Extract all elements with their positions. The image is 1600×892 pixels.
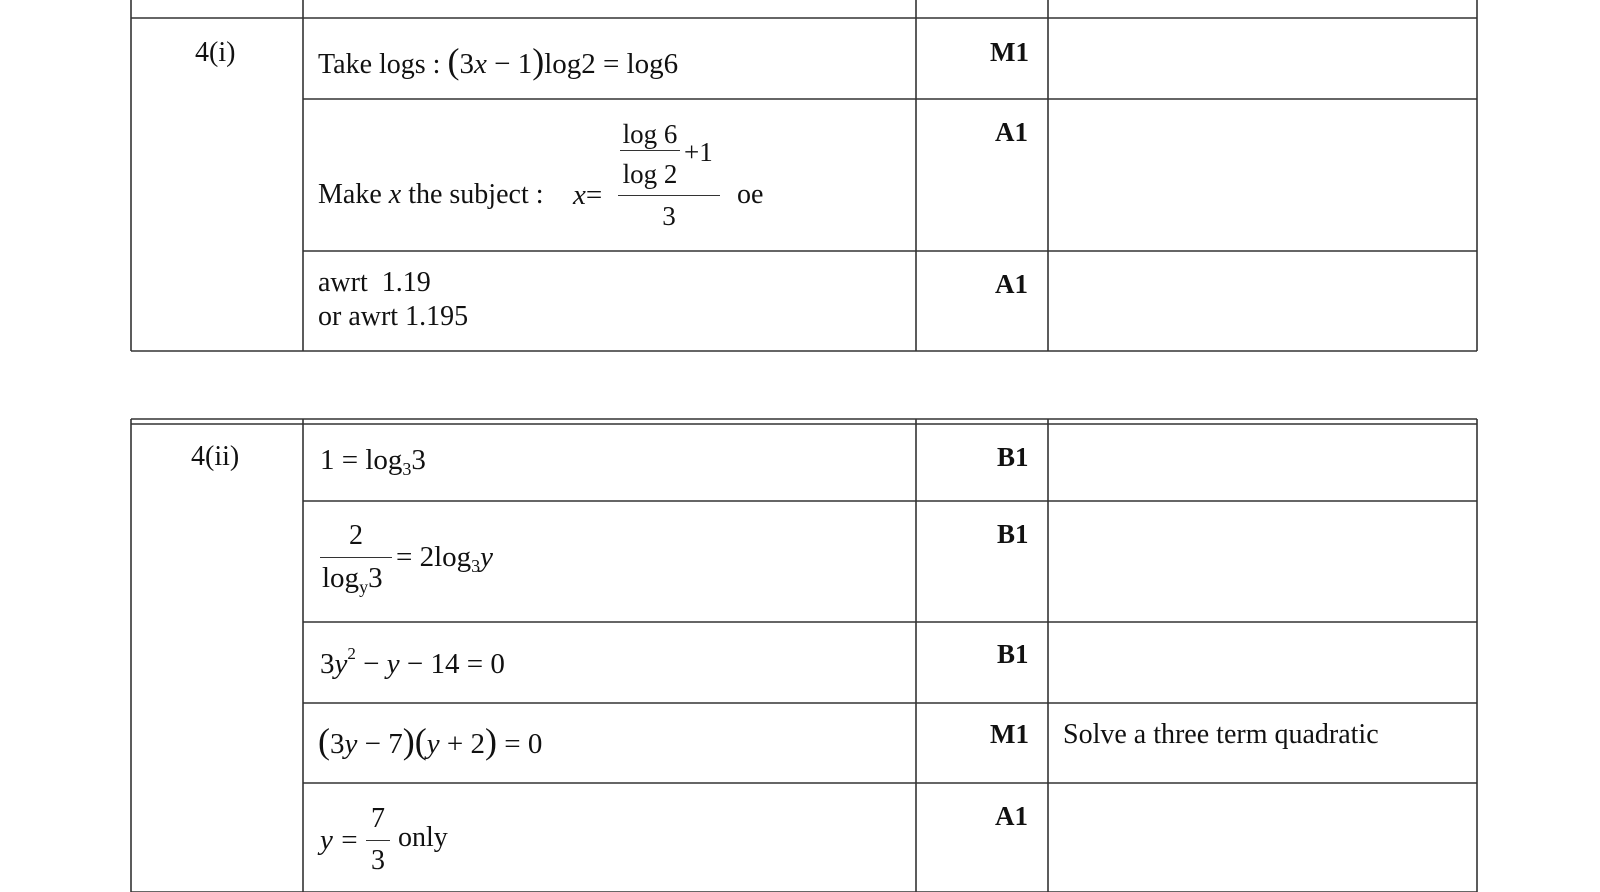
fraction-denominator: 3 xyxy=(371,845,385,876)
comment-cell: Solve a three term quadratic xyxy=(1063,719,1379,750)
fraction-bar xyxy=(320,557,392,558)
identity-rhs: 3 xyxy=(411,444,426,476)
answer-take-logs xyxy=(318,40,678,83)
coefficient: 3 xyxy=(320,648,335,680)
close-paren: ) xyxy=(484,721,497,761)
rhs-expression xyxy=(396,540,493,578)
answer-label: Take logs : xyxy=(318,49,448,80)
mark-code: A1 xyxy=(995,801,1028,831)
exponent: 2 xyxy=(347,644,356,663)
question-number: 4(ii) xyxy=(191,441,240,472)
variable-y: y xyxy=(386,648,400,680)
answer-label-post: the subject : xyxy=(401,179,544,210)
answer-label-pre: Make xyxy=(318,179,389,210)
factor1-tail: − 7 xyxy=(357,728,403,760)
oe-note: oe xyxy=(737,179,764,210)
mark-code: A1 xyxy=(995,117,1028,147)
equals-sign: = xyxy=(585,179,603,211)
quadratic-rest: − 14 = 0 xyxy=(399,648,505,680)
mark-code: M1 xyxy=(990,719,1029,749)
answer-awrt-1: awrt 1.19 xyxy=(318,267,431,298)
answer-log-identity xyxy=(320,443,426,481)
minus-one: − 1 xyxy=(486,48,533,80)
den-base: y xyxy=(359,577,369,597)
variable-y: y xyxy=(480,541,494,573)
question-number: 4(i) xyxy=(195,37,236,68)
open-paren: ( xyxy=(414,721,427,761)
rhs-base: 3 xyxy=(471,556,481,576)
den-log: log xyxy=(322,562,360,594)
log-base: 3 xyxy=(402,459,412,479)
outer-fraction-bar xyxy=(618,195,720,196)
rhs-eq: = 2log xyxy=(396,541,472,573)
variable-x: x xyxy=(388,179,402,210)
mark-code: M1 xyxy=(990,37,1029,67)
mark-code: B1 xyxy=(997,519,1029,549)
factor2-tail: + 2 xyxy=(439,728,485,760)
variable-y: y xyxy=(334,648,348,680)
mark-code: B1 xyxy=(997,442,1029,472)
open-paren: ( xyxy=(447,41,460,81)
fraction-bar xyxy=(366,840,390,841)
variable-y: y xyxy=(344,728,358,760)
fraction-numerator: 7 xyxy=(371,803,385,834)
den-arg: 3 xyxy=(368,562,383,594)
outer-denominator: 3 xyxy=(662,201,676,231)
variable-x: x xyxy=(573,179,586,211)
factor1-coef: 3 xyxy=(330,728,345,760)
fraction-numerator: 2 xyxy=(349,520,363,551)
fraction-denominator xyxy=(322,561,383,599)
identity-lhs: 1 = log xyxy=(320,444,403,476)
inner-plus-one: +1 xyxy=(684,137,713,167)
close-paren: ) xyxy=(532,41,545,81)
mark-code: B1 xyxy=(997,639,1029,669)
minus: − xyxy=(355,648,387,680)
only-note: only xyxy=(398,822,448,853)
open-paren: ( xyxy=(318,721,330,761)
mark-code: A1 xyxy=(995,269,1028,299)
inner-denominator: log 2 xyxy=(622,159,678,189)
variable-y: y xyxy=(320,824,333,856)
answer-formula xyxy=(573,178,602,213)
inner-numerator: log 6 xyxy=(620,118,680,151)
answer-awrt-2: or awrt 1.195 xyxy=(318,301,469,332)
variable-y: y xyxy=(426,728,440,760)
variable-x: x xyxy=(473,48,487,80)
equals-zero: = 0 xyxy=(496,728,543,760)
equation-rhs: log2 = log6 xyxy=(544,48,679,80)
close-paren: ) xyxy=(402,721,415,761)
coefficient: 3 xyxy=(459,48,474,80)
equals-sign: = xyxy=(334,824,365,856)
answer-make-subject xyxy=(318,178,544,212)
answer-factorised xyxy=(318,720,542,763)
answer-quadratic xyxy=(320,644,505,682)
